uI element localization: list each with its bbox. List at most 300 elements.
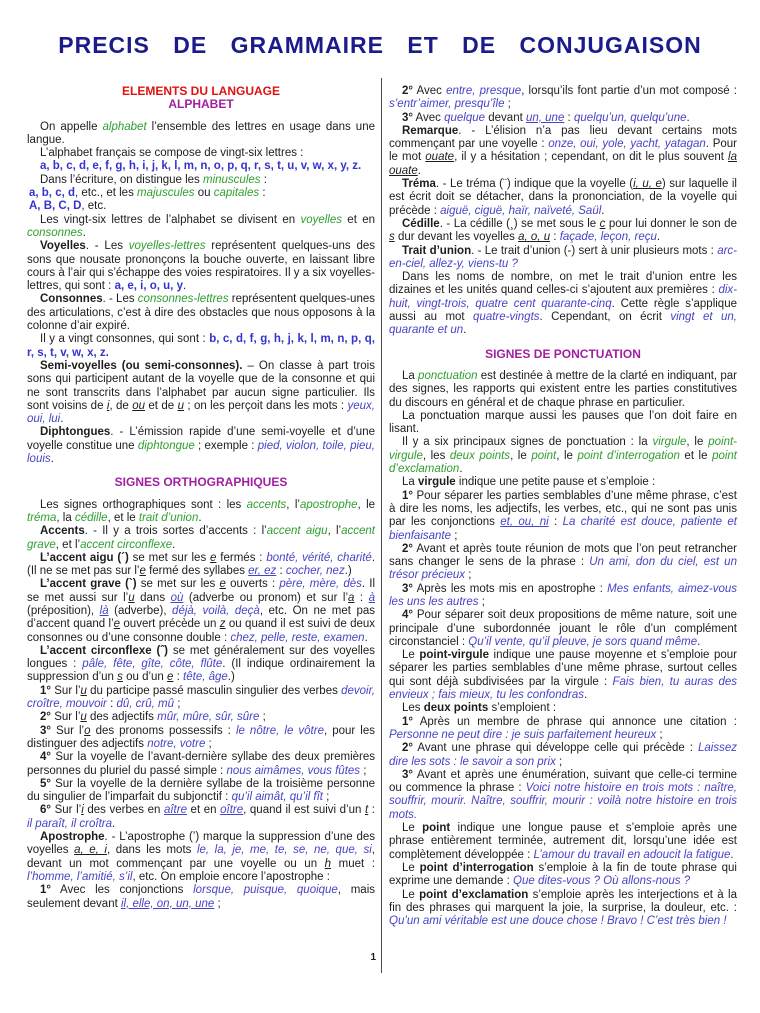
text-run: i, u, e	[633, 178, 662, 191]
paragraph	[389, 112, 737, 125]
text-run: 6°	[40, 804, 51, 817]
text-run: On appelle	[40, 120, 103, 133]
text-run: capitales	[213, 187, 260, 200]
text-run: , il y a hésitation ; cependant, on dit le plus souvent	[454, 151, 729, 164]
text-run: Consonnes	[40, 293, 103, 306]
text-run: .	[198, 511, 202, 524]
text-run: Sur la voyelle de la dernière syllabe de la troisième personne du singulier de l’imparfait du subjonctif :	[27, 777, 375, 804]
text-run: point d’interrogation	[577, 449, 680, 462]
text-run: z	[219, 618, 226, 631]
text-run: Avec	[413, 111, 445, 124]
text-run: .	[697, 635, 701, 648]
paragraph	[27, 578, 375, 644]
text-run: s	[389, 231, 395, 244]
text-run: bonté, vérité, charité	[266, 551, 372, 564]
text-run: Diphtongues	[40, 426, 111, 439]
text-run: et en	[186, 804, 221, 817]
text-run: , et l’	[55, 538, 81, 551]
text-run: devant	[485, 111, 526, 124]
text-run: cédille	[74, 511, 108, 524]
text-run: Sur l’	[51, 804, 82, 817]
text-run: Tréma	[402, 178, 436, 191]
text-run: . - Le trait d’union (-) sert à unir plusieurs mots :	[471, 244, 718, 257]
text-run: 3°	[402, 111, 413, 124]
text-run: Les signes orthographiques sont : les	[40, 498, 247, 511]
text-run: , le	[686, 436, 709, 449]
text-run: fermés :	[216, 551, 267, 564]
text-run: indique une pause moyenne et s’emploie pour séparer les parties semblables d’une même phrase, surtout celles qui sont déjà subdivisées par la virgule :	[389, 649, 737, 688]
text-run: . - La cédille (¸) se met sous le	[439, 217, 600, 230]
text-run: notre, votre	[147, 737, 206, 750]
text-run: ;	[504, 98, 511, 111]
text-run: . (Il indique ordinairement la suppression d’un	[27, 658, 375, 684]
text-run: deux points	[423, 702, 489, 715]
text-run: b, c, d, f, g, h, j, k, l, m, n, p, q, r, s, t, v, w, x, z.	[27, 333, 375, 359]
text-run: ) sur laquelle il est écrit doit se détacher, dans la prononciation, de la voyelle qui précède :	[389, 178, 737, 217]
text-run: ; exemple :	[194, 439, 258, 452]
paragraph	[389, 245, 737, 272]
text-run: quelqu’un, quelqu’une	[573, 111, 687, 124]
text-run: , les	[422, 449, 450, 462]
text-run: ou d’un	[122, 671, 168, 684]
text-run: minuscules	[203, 173, 261, 186]
column-divider	[381, 78, 382, 973]
text-run: ;	[174, 698, 181, 711]
text-run: aître	[163, 804, 187, 817]
text-run: .	[459, 463, 463, 476]
right-column	[389, 85, 737, 928]
text-run: :	[259, 187, 266, 200]
text-run: La	[402, 369, 419, 382]
text-run: :	[276, 565, 286, 578]
paragraph	[27, 147, 375, 160]
text-run: 3°	[402, 768, 413, 781]
text-run: . - L’apostrophe (’) marque la suppression d’une des voyelles	[27, 831, 375, 857]
text-run: des verbes en	[83, 804, 164, 817]
paragraph	[389, 178, 737, 218]
text-run: se met sur les	[128, 551, 211, 564]
text-run: (adverbe ou pronom) et sur l’	[183, 591, 349, 604]
text-run: Voyelles	[40, 240, 86, 253]
text-run: dur devant les voyelles	[394, 231, 519, 244]
text-run: Pour séparer les parties semblables d’une même phrase, c’est à dire les noms, les adjectifs, les verbes, etc., qui ne sont pas unis par les conjonctions	[389, 489, 737, 529]
text-run: quatre-vingts	[473, 311, 540, 324]
text-run: Pour séparer soit deux propositions de même nature, soit une principale d’une subordonnée jouant le rôle d’un complément circonstanciel :	[389, 609, 737, 648]
text-run: e	[139, 565, 146, 578]
text-run: où	[170, 591, 184, 604]
text-run: e	[219, 578, 226, 591]
text-run: ou	[194, 187, 214, 200]
text-run: :	[260, 173, 267, 186]
text-run: point d’exclamation	[389, 449, 737, 476]
text-run: s	[117, 671, 123, 684]
text-run: 3°	[40, 724, 51, 737]
text-run: pour lui donner le son de	[605, 217, 737, 230]
text-run: :	[548, 516, 563, 529]
text-run: er, ez	[248, 565, 277, 578]
text-run: 2°	[402, 742, 413, 755]
text-run: ;	[656, 728, 663, 741]
text-run: tête, âge	[183, 671, 228, 684]
text-run: Cédille	[402, 217, 440, 230]
text-run: fermé des syllabes	[145, 565, 249, 578]
text-run: dix-huit, vingt-trois, quatre cent quarante-cinq	[389, 284, 737, 310]
text-run: , mais seulement devant	[27, 884, 375, 910]
paragraph	[27, 426, 375, 466]
text-run: qu’il aimât, qu’il fît	[231, 791, 323, 804]
text-run: .	[656, 231, 661, 244]
text-run: et en	[342, 213, 375, 226]
paragraph	[27, 804, 375, 831]
text-run: dans	[134, 591, 171, 604]
text-run: il paraît, il croîtra	[27, 817, 112, 830]
paragraph	[389, 125, 737, 178]
text-run: . - L’élision n’a pas lieu devant certains mots commençant par une voyelle :	[389, 124, 737, 151]
text-run: un, une	[525, 111, 565, 124]
text-run: . Cette règle s’applique aussi au mot	[389, 297, 737, 324]
text-run: Les	[402, 702, 424, 715]
text-run: l’ensemble des lettres en usage dans une langue.	[27, 120, 375, 146]
text-run: onze, oui, yole, yacht, yatagan	[548, 138, 706, 151]
text-run: Fais bien, tu auras des envieux ; fais mieux, tu les confondras	[389, 675, 738, 702]
text-run: le, la, je, me, te, se, ne, que, si	[196, 844, 372, 857]
page-number: 1	[370, 952, 376, 963]
paragraph	[27, 685, 375, 712]
text-run: (préposition),	[27, 604, 100, 617]
text-run: 2°	[40, 711, 51, 724]
text-run: voyelles	[300, 213, 342, 226]
paragraph	[27, 552, 375, 579]
text-run: se met généralement sur des voyelles longues :	[27, 644, 375, 671]
text-run: est destinée à mettre de la clarté en indiquant, par des signes, les rapports qui existent entre les parties constitutives du discours en général et de chaque phrase en particulier.	[389, 369, 737, 409]
text-run: consonnes-lettres	[137, 293, 229, 306]
text-run: dû, crû, mû	[116, 698, 175, 711]
text-run: Apostrophe	[40, 831, 105, 844]
paragraph	[27, 360, 375, 426]
text-run: . Cependant, on écrit	[539, 311, 671, 324]
text-run: Semi-voyelles (ou semi-consonnes).	[40, 359, 243, 372]
text-run: . Pour le mot	[389, 138, 737, 164]
text-run: pied, violon, toile, pieu, louis	[27, 439, 376, 466]
paragraph	[27, 121, 375, 148]
text-run: ;	[451, 529, 458, 542]
text-run: :	[368, 804, 375, 817]
text-run: représentent quelques-uns des sons que nousate prononçons la bouche ouverte, en laissant libre cours à l’air qui s’échappe des voies respiratoires. Il y a six voyelles-lettres, qui sont :	[27, 240, 375, 293]
text-run: .	[583, 689, 588, 702]
paragraph	[389, 543, 737, 583]
paragraph	[27, 187, 375, 200]
paragraph	[27, 333, 375, 360]
text-run: L’accent circonflexe (ˆ)	[40, 644, 168, 657]
text-run: :	[106, 698, 117, 711]
text-run: .	[50, 453, 54, 466]
text-run: a, e, i	[74, 844, 107, 857]
text-run: deux points	[449, 449, 511, 462]
text-run: Avant une phrase qui développe celle qui précède :	[413, 742, 698, 755]
paragraph	[27, 160, 375, 173]
text-run: . Il se met aussi sur l’	[27, 578, 376, 604]
text-run: , etc. On emploie encore l’apostrophe :	[132, 870, 330, 883]
text-run: ;	[360, 764, 367, 777]
paragraph	[27, 751, 375, 778]
text-run: 4°	[40, 751, 51, 764]
text-run: , et le	[107, 511, 139, 524]
text-run: L’accent aigu (´)	[40, 551, 129, 564]
text-run: Personne ne peut dire : je suis parfaitement heureux	[389, 728, 657, 741]
text-run: , quand il est suivi d’un	[243, 804, 366, 817]
text-run: point-virgule	[389, 436, 737, 462]
text-run: Dans les noms de nombre, on met le trait d’union entre les dizaines et les unités quand celles-ci s’ajoutent aux premières :	[389, 271, 737, 297]
text-run: aiguë, ciguë, haïr, naïveté, Saül	[440, 204, 602, 217]
text-run: indique une petite pause et s’emploie :	[455, 476, 656, 489]
paragraph	[389, 742, 737, 769]
text-run: .	[601, 204, 605, 217]
text-run: des adjectifs	[86, 711, 158, 724]
text-run: consonnes	[27, 226, 83, 239]
text-run: Un ami, don du ciel, est un trésor précieux	[389, 556, 737, 582]
paragraph	[389, 218, 737, 245]
text-run: le nôtre, le vôtre	[235, 724, 324, 737]
text-run: ;	[465, 569, 472, 582]
text-run: h	[324, 857, 332, 870]
text-run: ou quand il est suivi de deux consonnes ou d’une consonne double :	[27, 618, 376, 644]
text-run: Sur l’	[51, 684, 81, 697]
text-run: virgule	[418, 476, 456, 489]
text-run: , l’	[327, 525, 342, 538]
text-run: u	[128, 591, 135, 604]
text-run: Il y a vingt consonnes, qui sont :	[40, 333, 210, 346]
text-run: Sur la voyelle de l’avant-dernière syllabe des deux premières personnes du pluriel du passé simple :	[27, 751, 375, 777]
text-run: et le	[679, 449, 713, 462]
text-run: a, b, c, d, e, f, g, h, i, j, k, l, m, n, o, p, q, r, s, t, u, v, w, x, y, z.	[40, 160, 362, 173]
text-run: u	[177, 399, 184, 412]
text-run: s’emploient :	[488, 702, 557, 715]
paragraph	[27, 711, 375, 724]
text-run: .	[82, 226, 86, 239]
text-run: Avec les conjonctions	[51, 884, 194, 897]
text-run: L’amour du travail en adoucit la fatigue	[533, 848, 731, 861]
text-run: Voici notre histoire en trois mots : naître, souffrir, mourir. Naître, souffrir, mourir : voilà notre histoire en trois mots.	[389, 782, 737, 821]
text-run: Qu’un ami véritable est une douce chose ! Bravo ! C’est très bien !	[389, 915, 727, 928]
text-run: .	[730, 848, 734, 861]
text-run: Après un membre de phrase qui annonce une citation :	[413, 715, 737, 728]
text-run: point d’interrogation	[419, 861, 534, 874]
text-run: mûr, mûre, sûr, sûre	[157, 711, 260, 724]
text-run: Après les mots mis en apostrophe :	[413, 582, 608, 595]
text-run: accent circonflexe	[80, 538, 173, 551]
text-run: La charité est douce, patiente et bienfaisante	[389, 516, 737, 542]
text-run: et, ou, ni	[500, 516, 549, 529]
text-run: tréma	[27, 511, 57, 524]
text-run: .)	[227, 671, 235, 684]
left-column	[27, 85, 375, 911]
text-run: Accents	[40, 525, 85, 538]
paragraph	[389, 85, 737, 112]
text-run: Qu’il vente, qu’il pleuve, je sors quand même	[468, 635, 698, 648]
text-run: chez, pelle, reste, examen	[230, 631, 365, 644]
text-run: e	[113, 618, 121, 631]
text-run: La	[402, 476, 418, 489]
text-run: ; on les perçoit dans les mots :	[184, 399, 348, 412]
paragraph	[27, 214, 375, 241]
text-run: Trait d’union	[402, 244, 472, 257]
text-run: a	[348, 591, 355, 604]
text-run: indique une longue pause et s’emploie après une phrase entièrement terminée, autrement dit, lorsqu’une idée est complètement développée :	[389, 822, 737, 861]
text-run: et de	[145, 399, 178, 412]
text-run: accents	[246, 498, 287, 511]
text-run: 4°	[402, 609, 413, 622]
text-run: , l’	[286, 498, 300, 511]
text-run: apostrophe	[299, 498, 358, 511]
text-run: se met sur les	[136, 578, 220, 591]
text-run: i	[81, 804, 84, 817]
text-run: , le	[556, 449, 578, 462]
text-run: Avant et après une énumération, suivant que celle-ci termine ou commence la phrase :	[389, 768, 737, 795]
text-run: ;	[205, 737, 212, 750]
text-run: 1°	[402, 489, 413, 502]
text-run: Laissez dire les sots : le savoir a son prix	[389, 742, 737, 768]
text-run: :	[564, 111, 574, 124]
text-run: Sur l’	[51, 724, 85, 737]
text-run: L’accent grave (`)	[40, 578, 137, 591]
paragraph	[389, 649, 737, 702]
text-run: ;	[259, 711, 266, 724]
text-run: .	[172, 538, 176, 551]
paragraph	[389, 410, 737, 437]
text-run: entre, presque	[446, 85, 522, 97]
text-run: La ponctuation marque aussi les pauses que l’on doit faire en lisant.	[389, 409, 737, 436]
text-run: oître	[220, 804, 244, 817]
text-run: accent aigu	[266, 525, 328, 538]
text-run: 1°	[402, 715, 413, 728]
text-run: il, elle, on, un, une	[120, 897, 215, 910]
text-run: u	[80, 684, 87, 697]
text-run: Remarque	[402, 124, 459, 137]
text-run: o	[84, 724, 91, 737]
paragraph	[27, 293, 375, 333]
paragraph	[27, 240, 375, 293]
text-run: Avant et après toute réunion de mots que l’on peut retrancher sans changer le sens de la phrase :	[389, 542, 737, 569]
text-run: ouvert précède un	[120, 618, 220, 631]
text-run: majuscules	[137, 187, 195, 200]
text-run: virgule	[652, 436, 687, 449]
text-run: 1°	[40, 684, 51, 697]
text-run: a, e, i, o, u, y	[114, 280, 183, 293]
paragraph	[389, 490, 737, 543]
text-run: .	[60, 413, 64, 426]
text-run: a, o, u	[518, 231, 551, 244]
paragraph	[389, 822, 737, 862]
text-run: u	[80, 711, 87, 724]
text-run: point-virgule	[419, 649, 489, 662]
paragraph	[389, 370, 737, 410]
text-run: :	[550, 231, 560, 244]
text-run: ;	[478, 595, 485, 608]
text-run: .)	[344, 565, 352, 578]
text-run: , lorsqu’ils font partie d’un mot composé :	[521, 85, 737, 97]
paragraph	[27, 174, 375, 187]
text-run: muet :	[331, 857, 375, 870]
text-run: Que dites-vous ? Où allons-nous ?	[513, 875, 691, 888]
text-run: 5°	[40, 777, 51, 790]
text-run: lorsque, puisque, quoique	[193, 884, 338, 897]
text-run: ;	[214, 897, 221, 910]
text-run: là	[99, 604, 109, 617]
paragraph	[27, 831, 375, 884]
text-run: représentent quelques-unes des articulations, c’est à dire des obstacles que nous opposons à la colonne d’air expiré.	[27, 293, 375, 333]
text-run: façade, leçon, reçu	[559, 231, 657, 244]
paragraph	[27, 725, 375, 752]
text-run: Dans l’écriture, on distingue les	[40, 173, 203, 186]
text-run: . - Les	[102, 293, 138, 306]
text-run: s’emploie après les interjections et à la fin des phrases qui marquent la joie, la surprise, la douleur, etc. :	[389, 888, 737, 914]
text-run: des pronoms possessifs :	[90, 724, 236, 737]
section-heading: SIGNES ORTHOGRAPHIQUES	[114, 475, 288, 490]
text-run: la ouate	[389, 151, 737, 177]
text-run: Les vingt-six lettres de l’alphabet se divisent en	[40, 213, 301, 226]
text-run: alphabet	[102, 120, 147, 133]
text-run: t	[365, 804, 369, 817]
paragraph	[389, 862, 737, 889]
text-run: point d’exclamation	[419, 888, 529, 901]
paragraph	[27, 778, 375, 805]
text-run: (adverbe),	[108, 604, 173, 617]
text-run: ;	[322, 791, 330, 804]
paragraph	[27, 200, 375, 213]
text-run: du participe passé masculin singulier des verbes	[86, 684, 342, 697]
text-run: , etc., et les	[75, 187, 138, 200]
text-run: s’entr’aimer, presqu’île	[389, 98, 505, 111]
text-run: A, B, C, D	[29, 200, 82, 213]
text-run: , etc. On ne met pas d’accent quand l’	[27, 604, 375, 631]
text-run: . (Il ne se met pas sur l’	[27, 551, 376, 578]
text-run: e	[167, 671, 174, 684]
text-run: Sur l’	[51, 711, 81, 724]
section-heading: SIGNES DE PONCTUATION	[485, 346, 641, 361]
text-run: Le	[402, 888, 420, 901]
section-heading: ELEMENTS DU LANGUAGE	[121, 84, 280, 98]
text-run: .	[463, 324, 467, 337]
text-run: . - Le tréma (¨) indique que la voyelle (	[435, 178, 634, 191]
text-run: , devant un mot commençant par une voyelle ou un	[27, 844, 375, 870]
text-run: e	[210, 551, 217, 564]
text-run: :	[173, 671, 184, 684]
text-run: , pour les distinguer des adjectifs	[27, 724, 375, 750]
text-run: Mes enfants, aimez-vous les uns les autres	[389, 582, 737, 608]
text-run: 3°	[402, 582, 413, 595]
text-run: Le	[402, 861, 420, 874]
paragraph	[389, 476, 737, 489]
text-run: Avec	[413, 85, 447, 97]
text-run: ponctuation	[418, 369, 478, 382]
text-run: déjà, voilà, deçà	[172, 604, 260, 617]
paragraph	[27, 884, 375, 911]
text-run: point	[422, 822, 451, 835]
paragraph	[389, 583, 737, 610]
text-run: point	[531, 449, 557, 462]
text-run: père, mère, dès	[279, 578, 362, 591]
text-run: c	[599, 217, 606, 230]
text-run: Le	[402, 649, 420, 662]
text-run: Le	[402, 822, 423, 835]
text-run: 2°	[402, 85, 413, 97]
text-run: , la	[56, 511, 75, 524]
paragraph	[389, 889, 737, 929]
text-run: nous aimâmes, vous fûtes	[226, 764, 361, 777]
paragraph	[389, 702, 737, 715]
text-run: l’homme, l’amitié, s’il	[27, 870, 133, 883]
text-run: ouverts :	[225, 578, 280, 591]
